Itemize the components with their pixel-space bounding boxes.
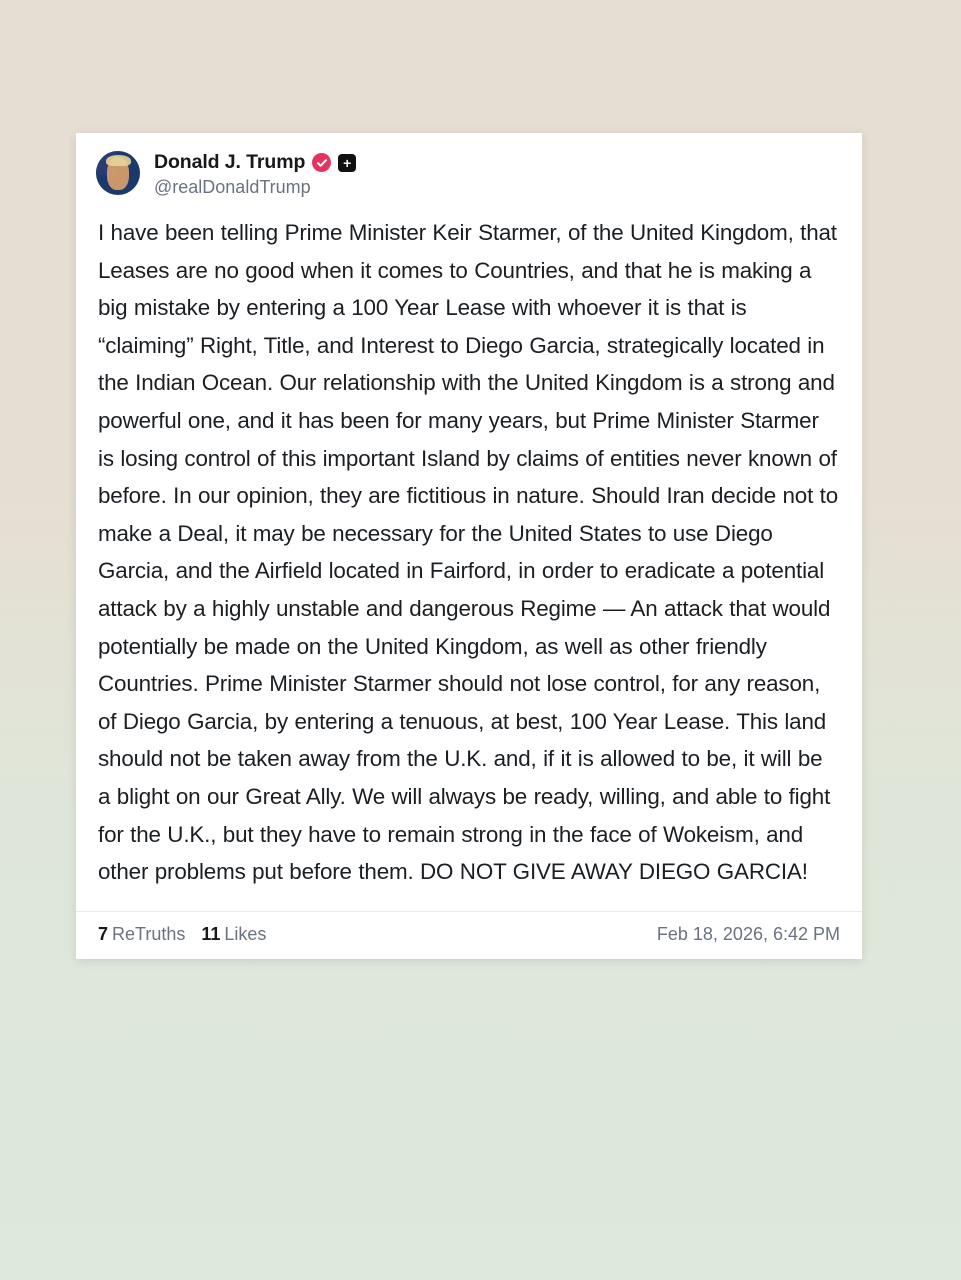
truth-social-post-card bbox=[76, 133, 862, 959]
post-footer bbox=[76, 911, 862, 959]
post-text: I have been telling Prime Minister Keir Starmer, of the United Kingdom, that Leases are no good when it comes to Countries, and that he is making a big mistake by entering a 100 Year Lease with whoever it is that is “claiming” Right, Title, and Interest to Diego Garcia, strategically located in the Indian Ocean. Our relationship with the United Kingdom is a strong and powerful one, and it has been for many years, but Prime Minister Starmer is losing control of this important Island by claims of entities never known of before. In our opinion, they are fictitious in nature. Should Iran decide not to make a Deal, it may be necessary for the United States to use Diego Garcia, and the Airfield located in Fairford, in order to eradicate a potential attack by a highly unstable and dangerous Regime — An attack that would potentially be made on the United Kingdom, as well as other friendly Countries. Prime Minister Starmer should not lose control, for any reason, of Diego Garcia, by entering a tenuous, at best, 100 Year Lease. This land should not be taken away from the U.K. and, if it is allowed to be, it will be a blight on our Great Ally. We will always be ready, willing, and able to fight for the U.K., but they have to remain strong in the face of Wokeism, and other problems put before them. DO NOT GIVE AWAY DIEGO GARCIA! bbox=[98, 220, 839, 885]
retruths-label: ReTruths bbox=[112, 923, 186, 944]
author-display-name[interactable]: Donald J. Trump bbox=[154, 151, 306, 173]
retruths-stat[interactable] bbox=[98, 924, 185, 945]
plus-badge-icon: + bbox=[338, 154, 356, 172]
post-stats bbox=[98, 924, 266, 945]
retruths-count: 7 bbox=[98, 923, 109, 944]
post-timestamp: Feb 18, 2026, 6:42 PM bbox=[656, 923, 840, 944]
author-handle[interactable]: @realDonaldTrump bbox=[154, 177, 311, 197]
trump-flag-avatar[interactable] bbox=[96, 151, 140, 195]
verified-check-icon bbox=[312, 153, 331, 172]
likes-count: 11 bbox=[201, 923, 221, 944]
likes-label: Likes bbox=[224, 923, 267, 944]
post-header bbox=[76, 133, 862, 202]
likes-stat[interactable] bbox=[201, 924, 266, 945]
author-name-row bbox=[154, 151, 356, 174]
post-author-block bbox=[154, 149, 356, 198]
avatar-hair bbox=[106, 155, 132, 166]
